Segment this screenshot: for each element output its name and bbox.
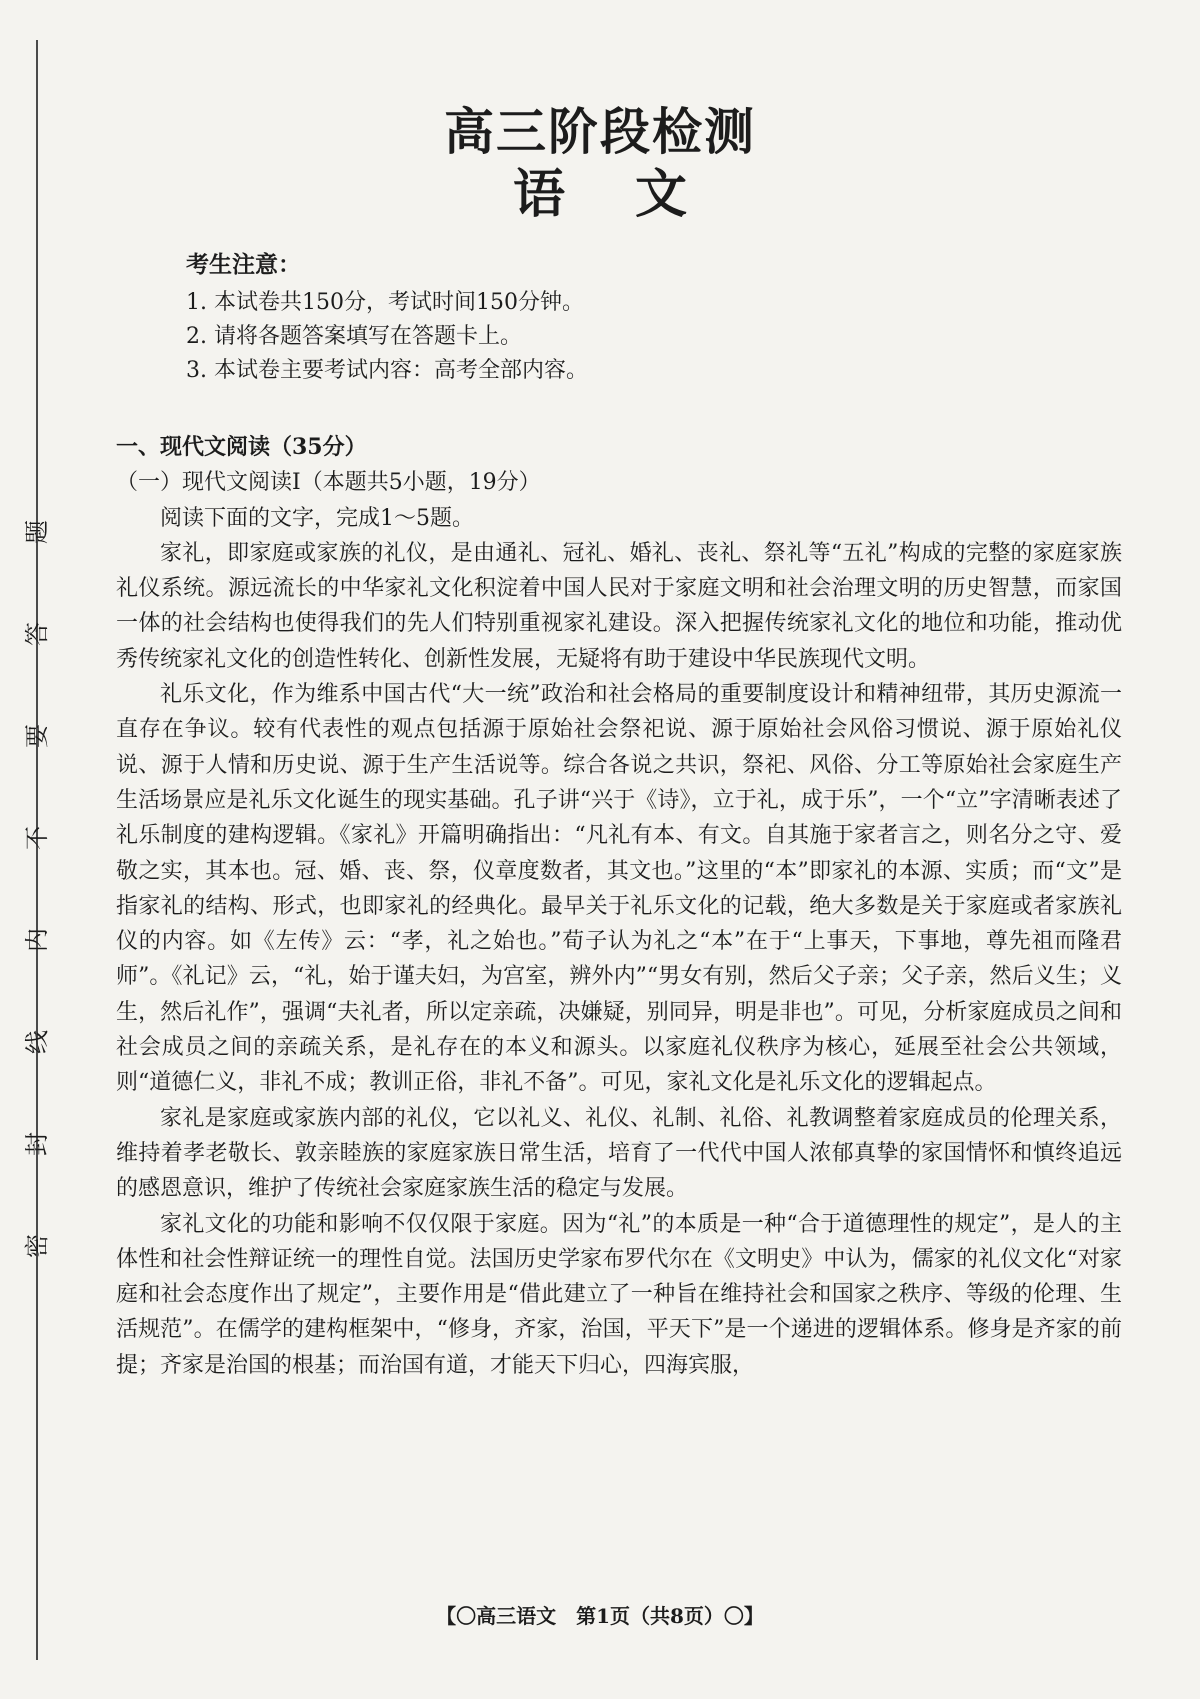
passage-paragraph: 礼乐文化，作为维系中国古代“大一统”政治和社会格局的重要制度设计和精神纽带，其历史源流一直存在争议。较有代表性的观点包括源于原始社会祭祀说、源于原始社会风俗习惯说、源于原始礼仪说、源于人情和历史说、源于生产生活说等。综合各说之共识，祭祀、风俗、分工等原始社会家庭生产生活场景应是礼乐文化诞生的现实基础。孔子讲“兴于《诗》，立于礼，成于乐”，一个“立”字清晰表述了礼乐制度的建构逻辑。《家礼》开篇明确指出：“凡礼有本、有文。自其施于家者言之，则名分之守、爱敬之实，其本也。冠、婚、丧、祭，仪章度数者，其文也。”这里的“本”即家礼的本源、实质；而“文”是指家礼的结构、形式，也即家礼的经典化。最早关于礼乐文化的记载，绝大多数是关于家庭或者家族礼仪的内容。如《左传》云：“孝，礼之始也。”荀子认为礼之“本”在于“上事天，下事地，尊先祖而隆君师”。《礼记》云，“礼，始于谨夫妇，为宫室，辨外内”“男女有别，然后父子亲；父子亲，然后义生；义生，然后礼作”，强调“夫礼者，所以定亲疏，决嫌疑，别同异，明是非也”。可见，分析家庭成员之间和社会成员之间的亲疏关系，是礼存在的本义和源头。以家庭礼仪秩序为核心，延展至社会公共领域，则“道德仁义，非礼不成；教训正俗，非礼不备”。可见，家礼文化是礼乐文化的逻辑起点。 [116, 682, 1122, 1096]
passage-paragraph: 家礼文化的功能和影响不仅仅限于家庭。因为“礼”的本质是一种“合于道德理性的规定”，是人的主体性和社会性辩证统一的理性自觉。法国历史学家布罗代尔在《文明史》中认为，儒家的礼仪文化“对家庭和社会态度作出了规定”，主要作用是“借此建立了一种旨在维持社会和国家之秩序、等级的伦理、生活规范”。在儒学的建构框架中，“修身，齐家，治国，平天下”是一个递进的逻辑体系。修身是齐家的前提；齐家是治国的根基；而治国有道，才能天下归心，四海宾服， [116, 1211, 1122, 1378]
page-footer: 【〇高三语文 第1页（共8页）〇】 [436, 1604, 764, 1628]
passage-paragraph: 家礼是家庭或家族内部的礼仪，它以礼义、礼仪、礼制、礼俗、礼教调整着家庭成员的伦理关系，维持着孝老敬长、敦亲睦族的家庭家族日常生活，培育了一代代中国人浓郁真挚的家国情怀和慎终追远的感恩意识，维护了传统社会家庭家族生活的稳定与发展。 [116, 1105, 1122, 1202]
seal-char: 题 [23, 520, 51, 544]
notice-item: 3. 本试卷主要考试内容：高考全部内容。 [186, 358, 588, 383]
subject-title: 语文 [512, 164, 757, 225]
seal-char: 线 [23, 1030, 51, 1054]
seal-line-notice [14, 520, 60, 1336]
seal-char: 不 [23, 826, 51, 850]
passage-paragraph: 家礼，即家庭或家族的礼仪，是由通礼、冠礼、婚礼、丧礼、祭礼等“五礼”构成的完整的家庭家族礼仪系统。源远流长的中华家礼文化积淀着中国人民对于家庭文明和社会治理文明的历史智慧，而家国一体的社会结构也使得我们的先人们特别重视家礼建设。深入把握传统家礼文化的地位和功能，推动优秀传统家礼文化的创造性转化、创新性发展，无疑将有助于建设中华民族现代文明。 [116, 540, 1122, 672]
exam-title: 高三阶段检测 [444, 102, 756, 161]
section-instruction: 阅读下面的文字，完成1～5题。 [160, 505, 474, 531]
seal-char: 封 [23, 1132, 51, 1156]
section-subheading: （一）现代文阅读Ⅰ（本题共5小题，19分） [116, 470, 541, 496]
notice-heading: 考生注意： [186, 251, 301, 278]
seal-char: 密 [23, 1234, 51, 1258]
seal-char: 要 [23, 724, 51, 748]
seal-char: 答 [23, 622, 51, 646]
notice-item: 1. 本试卷共150分，考试时间150分钟。 [186, 290, 584, 315]
seal-char: 内 [23, 928, 51, 952]
candidate-notice [186, 248, 946, 388]
reading-section [116, 430, 1122, 1383]
notice-item: 2. 请将各题答案填写在答题卡上。 [186, 324, 522, 349]
section-heading: 一、现代文阅读（35分） [116, 434, 367, 460]
